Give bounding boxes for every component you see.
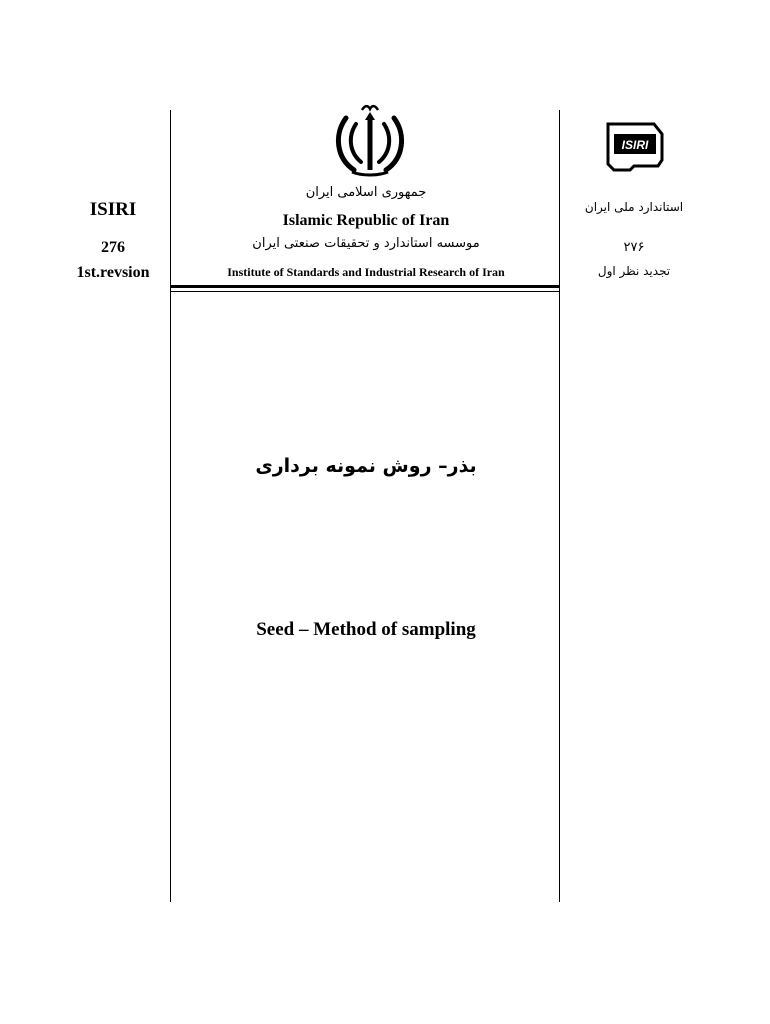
left-divider	[170, 110, 171, 902]
isiri-code: ISIRI	[89, 199, 137, 220]
revision-label-fa: تجدید نظر اول	[597, 264, 671, 278]
institute-name-fa: موسسه استاندارد و تحقیقات صنعتی ایران	[252, 236, 480, 251]
standard-number-fa: ۲۷۶	[623, 240, 645, 255]
revision-label: 1st.revsion	[76, 264, 150, 281]
document-title-fa: بذر– روش نمونه برداری	[255, 455, 477, 477]
national-standard-fa: استاندارد ملی ایران	[584, 200, 684, 214]
standard-number: 276	[101, 239, 125, 256]
institute-name-en: Institute of Standards and Industrial Research of Iran	[227, 265, 505, 279]
logo-text: ISIRI	[621, 138, 649, 152]
iran-emblem-icon	[332, 104, 408, 178]
country-name-fa: جمهوری اسلامی ایران	[305, 185, 427, 200]
header-rule-thick	[170, 285, 560, 288]
header-rule-thin	[170, 291, 560, 292]
country-name-en: Islamic Republic of Iran	[282, 212, 450, 229]
isiri-logo-icon	[604, 120, 666, 172]
document-title-en: Seed – Method of sampling	[256, 619, 476, 640]
